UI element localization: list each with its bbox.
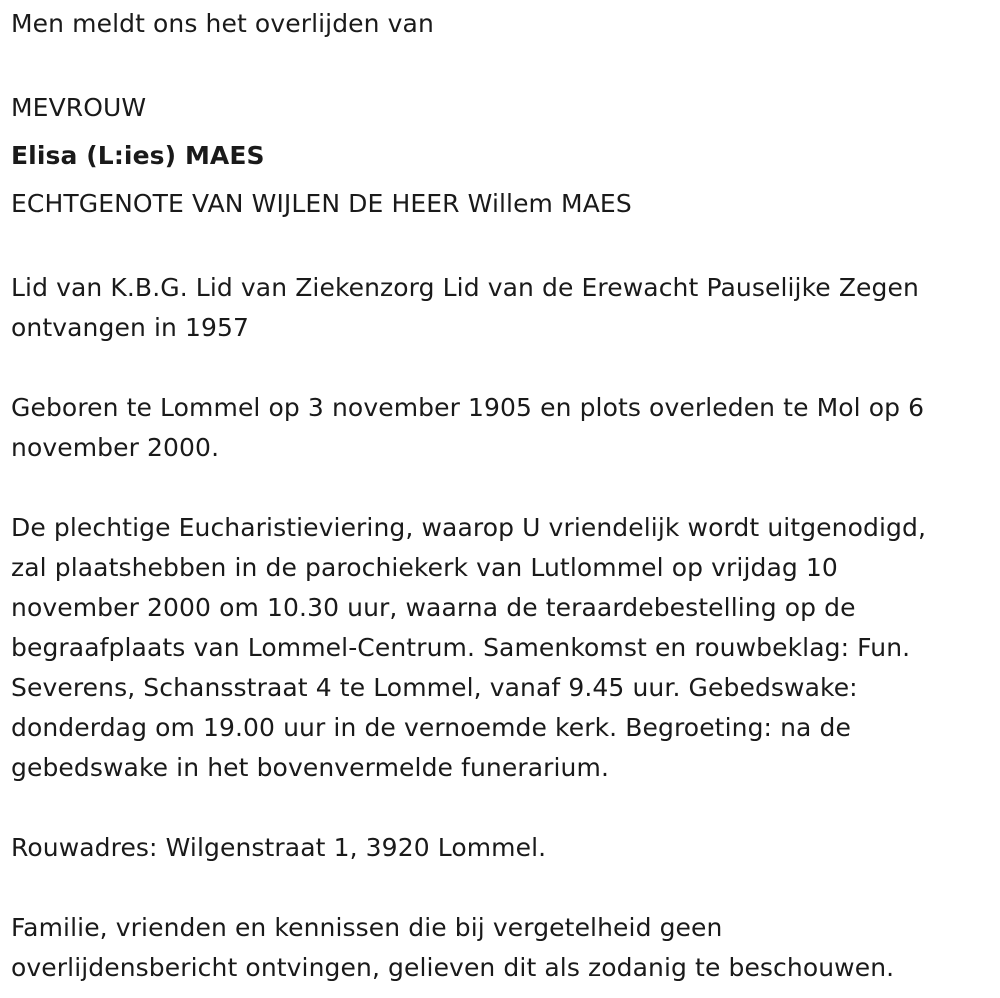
mourning-address: Rouwadres: Wilgenstraat 1, 3920 Lommel. <box>11 833 547 862</box>
spacer <box>11 44 996 84</box>
paragraph-line: De plechtige Eucharistieviering, waarop U vriendelijk wordt uitgenodigd, <box>11 513 926 542</box>
spacer <box>11 868 996 908</box>
spacer <box>11 468 996 508</box>
paragraph-line: Familie, vrienden en kennissen die bij vergetelheid geen <box>11 913 723 942</box>
spacer <box>11 788 996 828</box>
paragraph-line: november 2000. <box>11 433 220 462</box>
deceased-name: Elisa (L:ies) MAES <box>11 141 265 170</box>
paragraph-line: Severens, Schansstraat 4 te Lommel, vanaf 9.45 uur. Gebedswake: <box>11 673 858 702</box>
ceremony-paragraph <box>11 508 996 788</box>
salutation: MEVROUW <box>11 93 147 122</box>
closing-paragraph <box>11 908 996 988</box>
paragraph-line: overlijdensbericht ontvingen, gelieven dit als zodanig te beschouwen. <box>11 953 895 982</box>
spouse-line: ECHTGENOTE VAN WIJLEN DE HEER Willem MAES <box>11 189 632 218</box>
paragraph-line: Geboren te Lommel op 3 november 1905 en plots overleden te Mol op 6 <box>11 393 925 422</box>
intro-text: Men meldt ons het overlijden van <box>11 9 434 38</box>
paragraph-line: donderdag om 19.00 uur in de vernoemde kerk. Begroeting: na de <box>11 713 851 742</box>
birth-death-paragraph <box>11 388 996 468</box>
paragraph-line: begraafplaats van Lommel-Centrum. Samenkomst en rouwbeklag: Fun. <box>11 633 911 662</box>
paragraph-line: zal plaatshebben in de parochiekerk van Lutlommel op vrijdag 10 <box>11 553 838 582</box>
paragraph-line: gebedswake in het bovenvermelde funerarium. <box>11 753 610 782</box>
spacer <box>11 228 996 268</box>
paragraph-line: november 2000 om 10.30 uur, waarna de teraardebestelling op de <box>11 593 856 622</box>
memberships-paragraph <box>11 268 996 348</box>
spacer <box>11 348 996 388</box>
paragraph-line: Lid van K.B.G. Lid van Ziekenzorg Lid van de Erewacht Pauselijke Zegen <box>11 273 919 302</box>
obituary-notice <box>11 4 996 988</box>
paragraph-line: ontvangen in 1957 <box>11 313 250 342</box>
